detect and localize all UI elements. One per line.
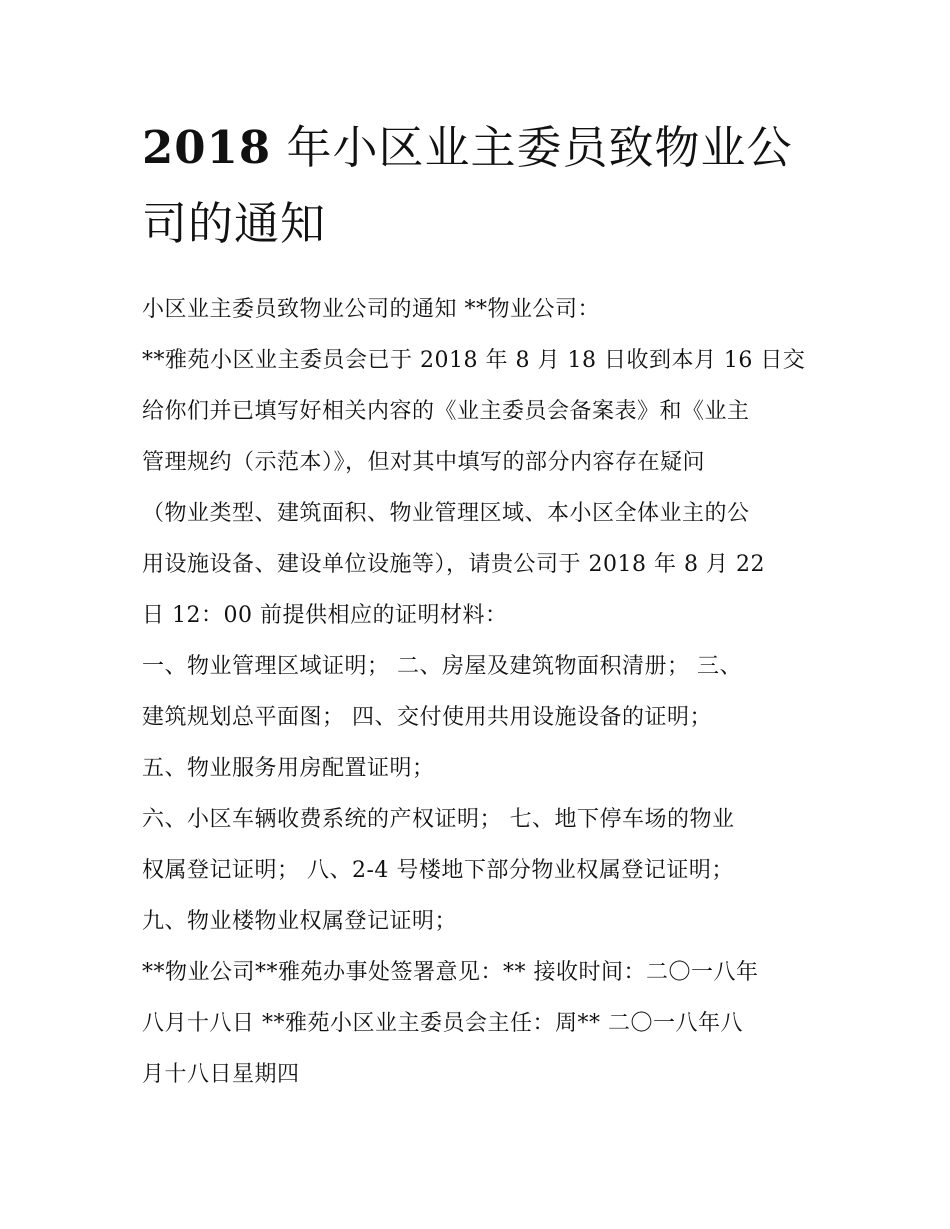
body-line: 小区业主委员致物业公司的通知 **物业公司： (142, 297, 600, 322)
body-line: **物业公司**雅苑办事处签署意见：** 接收时间：二〇一八年 (142, 960, 759, 985)
document-body (142, 284, 822, 1100)
document-title (142, 110, 822, 262)
body-line: 权属登记证明； 八、2-4 号楼地下部分物业权属登记证明； (142, 858, 734, 883)
body-line: 建筑规划总平面图； 四、交付使用共用设施设备的证明； (142, 705, 712, 730)
body-line: 日 12：00 前提供相应的证明材料： (142, 603, 508, 628)
body-line: 六、小区车辆收费系统的产权证明； 七、地下停车场的物业 (142, 807, 735, 832)
body-line: 用设施设备、建设单位设施等），请贵公司于 2018 年 8 月 22 (142, 552, 765, 577)
body-line: 九、物业楼物业权属登记证明； (142, 909, 458, 934)
body-line: 一、物业管理区域证明； 二、房屋及建筑物面积清册； 三、 (142, 654, 742, 679)
title-line-1-text: 年小区业主委员致物业公 (271, 121, 793, 174)
document-page (142, 110, 822, 1100)
body-line: 五、物业服务用房配置证明； (142, 756, 435, 781)
body-line: 给你们并已填写好相关内容的《业主委员会备案表》和《业主 (142, 399, 750, 424)
body-line: （物业类型、建筑面积、物业管理区域、本小区全体业主的公 (142, 501, 750, 526)
body-line: **雅苑小区业主委员会已于 2018 年 8 月 18 日收到本月 16 日交 (142, 348, 806, 373)
title-year: 2018 (142, 121, 272, 174)
title-line-1 (142, 110, 822, 186)
body-line: 八月十八日 **雅苑小区业主委员会主任：周** 二〇一八年八 (142, 1011, 743, 1036)
body-line: 月十八日星期四 (142, 1062, 300, 1087)
body-line: 管理规约（示范本）》，但对其中填写的部分内容存在疑问 (142, 450, 706, 475)
title-line-2: 司的通知 (142, 197, 327, 250)
